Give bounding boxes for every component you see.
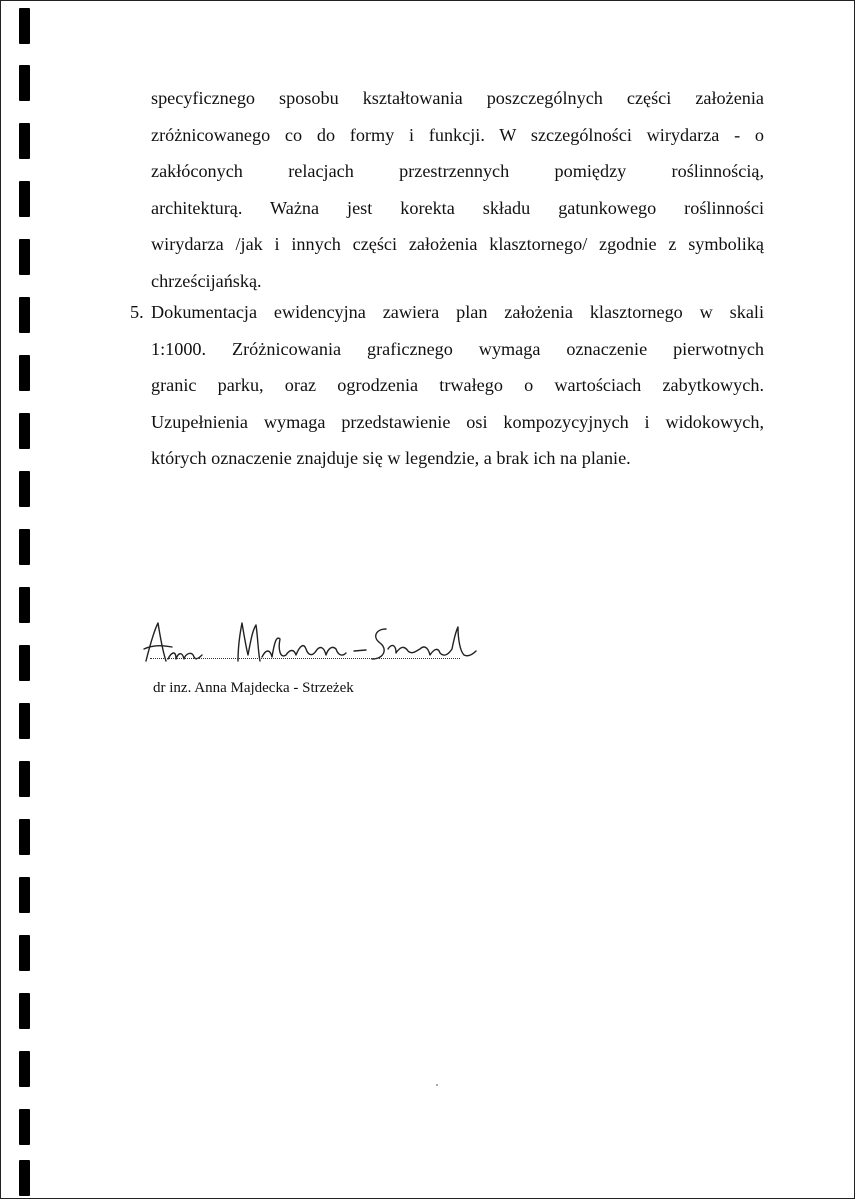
scan-speck <box>436 1084 438 1086</box>
text-line: specyficznego sposobu kształtowania poszczególnych części założenia <box>151 88 764 108</box>
binding-hole <box>19 761 30 797</box>
binding-hole <box>19 471 30 507</box>
binding-hole <box>19 935 30 971</box>
binding-hole <box>19 297 30 333</box>
binding-hole <box>19 1160 30 1196</box>
text-line: Uzupełnienia wymaga przedstawienie osi kompozycyjnych i widokowych, <box>151 411 764 432</box>
binding-hole <box>19 413 30 449</box>
binding-hole <box>19 65 30 101</box>
binding-hole <box>19 529 30 565</box>
text-line: zróżnicowanego co do formy i funkcji. W szczególności wirydarza - o <box>151 124 764 145</box>
text-line: granic parku, oraz ogrodzenia trwałego o wartościach zabytkowych. <box>151 375 764 395</box>
signature-line <box>150 658 460 659</box>
handwritten-signature <box>140 615 485 673</box>
binding-hole <box>19 8 30 44</box>
binding-hole <box>19 877 30 913</box>
binding-hole <box>19 819 30 855</box>
text-line: architekturą. Ważna jest korekta składu gatunkowego roślinności <box>151 197 764 218</box>
binding-hole <box>19 645 30 681</box>
binding-hole <box>19 239 30 275</box>
binding-hole <box>19 1109 30 1145</box>
binding-hole <box>19 587 30 623</box>
binding-hole <box>19 993 30 1029</box>
binding-hole <box>19 181 30 217</box>
text-line: 1:1000. Zróżnicowania graficznego wymaga oznaczenie pierwotnych <box>151 338 764 359</box>
list-number: 5. <box>130 302 144 322</box>
binding-hole <box>19 123 30 159</box>
paragraph-continuation <box>151 80 764 299</box>
text-line: których oznaczenie znajduje się w legendzie, a brak ich na planie. <box>151 448 631 468</box>
binding-hole <box>19 1051 30 1087</box>
binding-hole <box>19 355 30 391</box>
binding-hole <box>19 703 30 739</box>
signer-name: dr inz. Anna Majdecka - Strzeżek <box>153 680 354 696</box>
text-line: Dokumentacja ewidencyjna zawiera plan założenia klasztornego w skali <box>151 302 764 322</box>
text-line: wirydarza /jak i innych części założenia klasztornego/ zgodnie z symboliką <box>151 234 764 254</box>
list-item-body <box>151 294 764 477</box>
binding-strip <box>19 0 31 1199</box>
text-line: chrześcijańską. <box>151 270 262 291</box>
text-line: zakłóconych relacjach przestrzennych pomiędzy roślinnością, <box>151 161 764 181</box>
